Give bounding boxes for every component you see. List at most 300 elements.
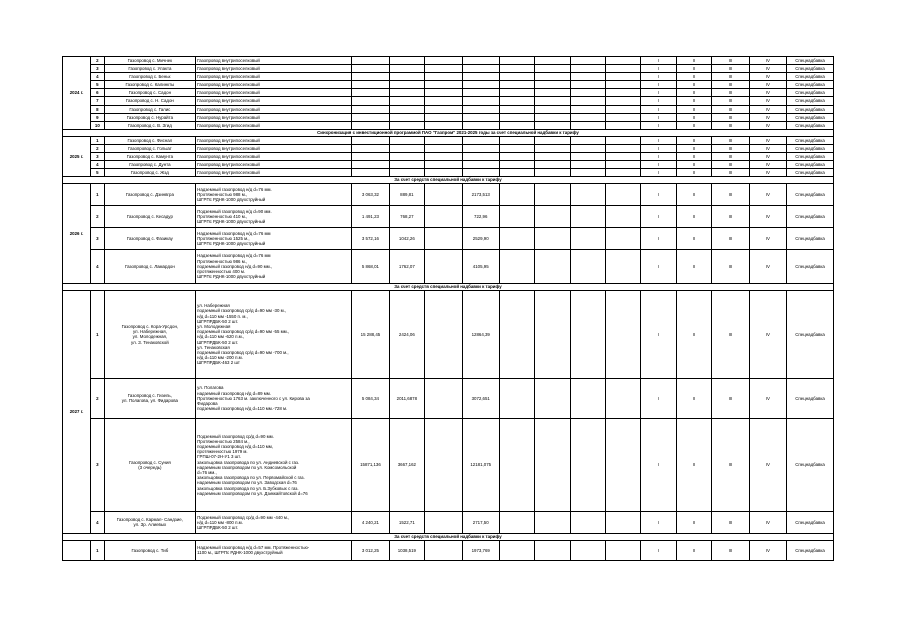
table-row [63,168,834,176]
empty-cell [570,136,605,144]
category-4-cell: IV [749,511,786,533]
empty-cell [570,81,605,89]
object-name: Газопровод с. Жэд [104,168,196,176]
object-description: Надземный газопровод н/д d=76 мм Протяженностью 986 м., подземный газопровод н/д d=90 мм., протяженностью 400 м. ШГРПс РДНК-1000 двухструйный [196,249,352,283]
empty-cell [606,378,641,418]
empty-cell [570,97,605,105]
cost-total-cell [352,152,389,160]
category-1-cell: I [641,152,676,160]
empty-cell [570,105,605,113]
category-2-cell: II [676,540,711,560]
cost-total-cell: 3 572,16 [352,227,389,249]
cost-own-funds-cell: 1038,519 [389,540,424,560]
section-title: Синхронизация с инвестиционной программой ПАО "Газпром" 2021-2025 годы за счет специальной надбавки к тарифу [63,129,834,136]
cost-cell [425,168,462,176]
cost-own-funds-cell: 889,81 [389,183,424,205]
cost-special-cell: 12181,075 [462,418,499,511]
empty-cell [425,511,462,533]
table-row [63,205,834,227]
funding-source-cell: Спецнадбавка [787,418,834,511]
category-2-cell: II [676,378,711,418]
cost-total-cell [352,113,389,121]
category-3-cell: III [712,227,749,249]
funding-source-cell: Спецнадбавка [787,378,834,418]
empty-cell [462,81,499,89]
empty-cell [535,249,570,283]
object-name: Газопровод с. Садон [104,89,196,97]
row-number: 8 [91,105,105,113]
object-name: Газопровод с. В. Згид [104,121,196,129]
empty-cell [535,97,570,105]
cost-cell [389,168,424,176]
category-3-cell: III [712,121,749,129]
table-row [63,540,834,560]
category-2-cell: II [676,227,711,249]
category-2-cell: II [676,249,711,283]
empty-cell [606,105,641,113]
cost-total-cell [352,121,389,129]
cost-own-funds-cell: 3667,162 [389,418,424,511]
empty-cell [570,160,605,168]
cost-cell [389,136,424,144]
section-header-row [63,176,834,183]
section-title: За счет средств специальной надбавки к тарифу [63,176,834,183]
empty-cell [499,378,534,418]
empty-cell [462,113,499,121]
table-row [63,105,834,113]
category-3-cell: III [712,290,749,378]
cost-special-cell: 2717,50 [462,511,499,533]
empty-cell [606,81,641,89]
table-row [63,249,834,283]
row-number: 6 [91,89,105,97]
category-2-cell: II [676,121,711,129]
empty-cell [570,121,605,129]
cost-cell [389,89,424,97]
table-row [63,57,834,65]
empty-cell [462,152,499,160]
category-4-cell: IV [749,65,786,73]
object-name: Газопровод с. Кора-Урсдон, ул. Набережная, ул. Молодежная, ул. З. Тенаковской [104,290,196,378]
empty-cell [425,227,462,249]
table-row [63,136,834,144]
empty-cell [606,290,641,378]
object-name: Газопровод с. Дзинвгра [104,183,196,205]
empty-cell [606,227,641,249]
empty-cell [499,160,534,168]
category-4-cell: IV [749,144,786,152]
cost-cell [389,73,424,81]
object-name: Газопровод с. Фазикау [104,227,196,249]
empty-cell [499,168,534,176]
category-1-cell: I [641,144,676,152]
row-number: 1 [91,540,105,560]
object-description: Надземный газопровод н/д d=76 мм Протяженностью 1525 м., ШГРПс РДНК-1000 двухструйный [196,227,352,249]
cost-special-cell: 2529,90 [462,227,499,249]
empty-cell [606,89,641,97]
section-title: За счет средств специальной надбавки к тарифу [63,283,834,290]
cost-total-cell [352,73,389,81]
empty-cell [535,113,570,121]
empty-cell [499,183,534,205]
empty-cell [499,121,534,129]
empty-cell [535,121,570,129]
object-description: Газопровод внутрипоселковый [196,105,352,113]
empty-cell [570,152,605,160]
cost-cell [425,121,462,129]
category-4-cell: IV [749,205,786,227]
empty-cell [535,378,570,418]
category-3-cell: III [712,152,749,160]
object-name: Газопровод с. Голыат [104,144,196,152]
object-name: Газопровод с. Беньк [104,73,196,81]
table-row [63,378,834,418]
object-name: Газопровод с. Фиснал [104,136,196,144]
category-4-cell: IV [749,81,786,89]
funding-source-cell: Спецнадбавка [787,105,834,113]
cost-cell [425,57,462,65]
table-row [63,73,834,81]
table-row [63,65,834,73]
object-description: Газопровод внутрипоселковый [196,144,352,152]
cost-total-cell [352,160,389,168]
object-name: Газопровод с. Галис [104,105,196,113]
row-number: 3 [91,152,105,160]
cost-cell [389,65,424,73]
category-4-cell: IV [749,105,786,113]
empty-cell [535,168,570,176]
empty-cell [570,89,605,97]
empty-cell [499,227,534,249]
cost-cell [425,136,462,144]
empty-cell [606,183,641,205]
cost-cell [425,65,462,73]
category-1-cell: I [641,97,676,105]
category-2-cell: II [676,290,711,378]
empty-cell [606,160,641,168]
empty-cell [462,136,499,144]
empty-cell [606,511,641,533]
empty-cell [425,540,462,560]
object-name: Газопровод с. Мичнек [104,57,196,65]
category-1-cell: I [641,105,676,113]
category-2-cell: II [676,89,711,97]
empty-cell [535,73,570,81]
category-2-cell: II [676,105,711,113]
empty-cell [535,136,570,144]
funding-source-cell: Спецнадбавка [787,183,834,205]
category-3-cell: III [712,168,749,176]
object-description: ул. Полагова надземный газопровод н/д d=89 мм. Протяженностью 1763 м. заключенного с ул. Кирова за Фидарова подземный газопровод н/д d=110 мм.-728 м. [196,378,352,418]
category-4-cell: IV [749,249,786,283]
cost-total-cell [352,89,389,97]
funding-source-cell: Спецнадбавка [787,73,834,81]
cost-total-cell [352,105,389,113]
category-4-cell: IV [749,183,786,205]
funding-source-cell: Спецнадбавка [787,511,834,533]
category-1-cell: I [641,540,676,560]
empty-cell [606,57,641,65]
category-4-cell: IV [749,418,786,511]
object-description: Газопровод внутрипоселковый [196,97,352,105]
row-number: 2 [91,205,105,227]
category-3-cell: III [712,205,749,227]
row-number: 4 [91,249,105,283]
empty-cell [499,65,534,73]
row-number: 2 [91,378,105,418]
object-name: Газопровод с. Кармал- Сандзие, ул. Зр. Алиевых [104,511,196,533]
empty-cell [570,205,605,227]
category-3-cell: III [712,144,749,152]
category-4-cell: IV [749,168,786,176]
empty-cell [535,418,570,511]
empty-cell [499,540,534,560]
row-number: 4 [91,511,105,533]
category-2-cell: II [676,73,711,81]
row-number: 3 [91,227,105,249]
funding-source-cell: Спецнадбавка [787,290,834,378]
table-row [63,227,834,249]
row-number: 1 [91,136,105,144]
empty-cell [499,113,534,121]
empty-cell [425,418,462,511]
gas-pipeline-table [62,56,834,561]
category-3-cell: III [712,136,749,144]
category-4-cell: IV [749,152,786,160]
funding-source-cell: Спецнадбавка [787,160,834,168]
table-row [63,121,834,129]
object-name: Газопровод с. Ламардон [104,249,196,283]
cost-cell [389,113,424,121]
category-2-cell: II [676,160,711,168]
empty-cell [425,249,462,283]
row-number: 3 [91,418,105,511]
category-1-cell: I [641,378,676,418]
object-description: Газопровод внутрипоселковый [196,65,352,73]
funding-source-cell: Спецнадбавка [787,57,834,65]
empty-cell [570,511,605,533]
empty-cell [535,511,570,533]
cost-special-cell: 2173,513 [462,183,499,205]
empty-cell [462,121,499,129]
empty-cell [425,205,462,227]
category-4-cell: IV [749,57,786,65]
section-header-row [63,283,834,290]
object-description: Газопровод внутрипоселковый [196,73,352,81]
empty-cell [462,73,499,81]
cost-total-cell [352,136,389,144]
cost-special-cell: 1973,769 [462,540,499,560]
category-1-cell: I [641,121,676,129]
category-3-cell: III [712,73,749,81]
cost-own-funds-cell: 1042,26 [389,227,424,249]
object-description: Подземный газопровод ср/д d=90 мм. Протяженностью 2584 м., подземный газопровод н/д d=110 мм, протяженностью 1979 м. ГРПШ-07-2Н-У1 3 шт. закольцовка газопровода по ул. Андиевской с газ. надземным газопроводом по ул. Комсомольской d=76 мм., закольцовка газопровода по ул. Первомайской с газ. надземным газопроводом по ул. Заводская d=76 закольцовка газопровода по ул. Б.Зубковых с газ. надземным газопроводом по ул. Дзиккайтовской d=76 [196,418,352,511]
object-description: Газопровод внутрипоселковый [196,152,352,160]
empty-cell [570,168,605,176]
empty-cell [499,57,534,65]
object-name: Газопровод с. Нурайта [104,113,196,121]
category-3-cell: III [712,418,749,511]
empty-cell [425,378,462,418]
empty-cell [606,113,641,121]
cost-cell [389,121,424,129]
row-number: 5 [91,81,105,89]
empty-cell [606,152,641,160]
empty-cell [570,227,605,249]
table-row [63,89,834,97]
empty-cell [535,160,570,168]
category-2-cell: II [676,152,711,160]
year-cell: 2024 г. [63,57,91,130]
cost-cell [425,144,462,152]
cost-cell [425,160,462,168]
category-2-cell: II [676,183,711,205]
category-3-cell: III [712,183,749,205]
funding-source-cell: Спецнадбавка [787,152,834,160]
category-4-cell: IV [749,378,786,418]
cost-total-cell: 15871,136 [352,418,389,511]
cost-cell [389,81,424,89]
object-description: Газопровод внутрипоселковый [196,113,352,121]
empty-cell [499,97,534,105]
cost-cell [389,160,424,168]
category-4-cell: IV [749,227,786,249]
empty-cell [499,105,534,113]
category-2-cell: II [676,97,711,105]
empty-cell [606,73,641,81]
cost-cell [425,97,462,105]
cost-cell [425,81,462,89]
empty-cell [535,65,570,73]
cost-total-cell [352,81,389,89]
empty-cell [499,249,534,283]
cost-total-cell: 15 288,45 [352,290,389,378]
object-description: Газопровод внутрипоселковый [196,136,352,144]
object-description: Надземный газопровод н/д d=76 мм. Протяженностью 988 м., ШГРПс РДНК-1000 двухструйный [196,183,352,205]
category-3-cell: III [712,65,749,73]
cost-special-cell: 722,96 [462,205,499,227]
category-2-cell: II [676,57,711,65]
empty-cell [535,183,570,205]
table-row [63,418,834,511]
category-3-cell: III [712,249,749,283]
category-2-cell: II [676,144,711,152]
empty-cell [570,113,605,121]
funding-source-cell: Спецнадбавка [787,205,834,227]
object-description: ул. Набережная подземный газопровод ср/д d=90 мм -30 м., н/д d=110 мм -1550 п. м., ШГРПРДБК-50 2 шт. ул. Молодежная подземный газопровод ср/д d=90 мм -55 мм., н/д d=110 мм -620 п.м., ШГРПРДБК-50 2 шт. ул. Тенаковская подземный газопровод ср/д d=90 мм -700 м., н/д d=110 мм -200 п.м. ШГРПРДБК-463 2 шт [196,290,352,378]
object-description: Газопровод внутрипоселковый [196,57,352,65]
category-2-cell: II [676,136,711,144]
row-number: 1 [91,183,105,205]
table-row [63,144,834,152]
category-1-cell: I [641,89,676,97]
cost-own-funds-cell: 1762,07 [389,249,424,283]
category-3-cell: III [712,105,749,113]
cost-total-cell: 3 012,25 [352,540,389,560]
object-description: Подземный газопровод ср/д d=90 мм -440 м., н/д d=110 мм -800 п.м. ШГРПРДБК-50 2 шт. [196,511,352,533]
row-number: 10 [91,121,105,129]
empty-cell [570,378,605,418]
empty-cell [606,97,641,105]
row-number: 1 [91,290,105,378]
empty-cell [499,81,534,89]
object-name: Газопровод с. Калинкты [104,81,196,89]
empty-cell [606,136,641,144]
cost-special-cell: 3072,651 [462,378,499,418]
empty-cell [570,183,605,205]
empty-cell [499,144,534,152]
object-description: Газопровод внутрипоселковый [196,160,352,168]
empty-cell [462,57,499,65]
empty-cell [462,160,499,168]
category-3-cell: III [712,97,749,105]
empty-cell [606,205,641,227]
category-4-cell: IV [749,160,786,168]
category-1-cell: I [641,81,676,89]
cost-special-cell: 4105,95 [462,249,499,283]
row-number: 4 [91,160,105,168]
empty-cell [425,183,462,205]
empty-cell [535,89,570,97]
empty-cell [535,144,570,152]
category-1-cell: I [641,136,676,144]
cost-total-cell: 3 063,32 [352,183,389,205]
category-4-cell: IV [749,73,786,81]
object-name: Газопровод с. Дунта [104,160,196,168]
empty-cell [570,73,605,81]
object-name: Газопровод с. Улакта [104,65,196,73]
category-4-cell: IV [749,540,786,560]
empty-cell [606,121,641,129]
funding-source-cell: Спецнадбавка [787,65,834,73]
category-1-cell: I [641,65,676,73]
cost-total-cell [352,144,389,152]
object-description: Газопровод внутрипоселковый [196,168,352,176]
funding-source-cell: Спецнадбавка [787,168,834,176]
empty-cell [499,205,534,227]
category-1-cell: I [641,249,676,283]
category-3-cell: III [712,160,749,168]
cost-cell [425,152,462,160]
object-description: Подземный газопровод н/д d=90 мм. Протяженностью 410 м., ШГРПс РДНК-1000 двухструйный [196,205,352,227]
year-cell [63,540,91,560]
cost-total-cell [352,168,389,176]
table-row [63,183,834,205]
funding-source-cell: Спецнадбавка [787,227,834,249]
empty-cell [425,290,462,378]
cost-own-funds-cell: 2424,06 [389,290,424,378]
empty-cell [499,418,534,511]
year-cell: 2026 г. [63,183,91,283]
table-row [63,290,834,378]
empty-cell [535,152,570,160]
year-cell: 2027 г. [63,290,91,533]
category-3-cell: III [712,113,749,121]
category-3-cell: III [712,540,749,560]
category-1-cell: I [641,57,676,65]
table-body [63,57,834,561]
cost-cell [425,105,462,113]
empty-cell [606,168,641,176]
cost-cell [425,113,462,121]
table-row [63,113,834,121]
object-name: Газопровод с. Гизель, ул. Полагова, ул. Фидарова [104,378,196,418]
category-1-cell: I [641,511,676,533]
empty-cell [570,144,605,152]
category-3-cell: III [712,57,749,65]
category-4-cell: IV [749,113,786,121]
cost-special-cell: 12864,39 [462,290,499,378]
